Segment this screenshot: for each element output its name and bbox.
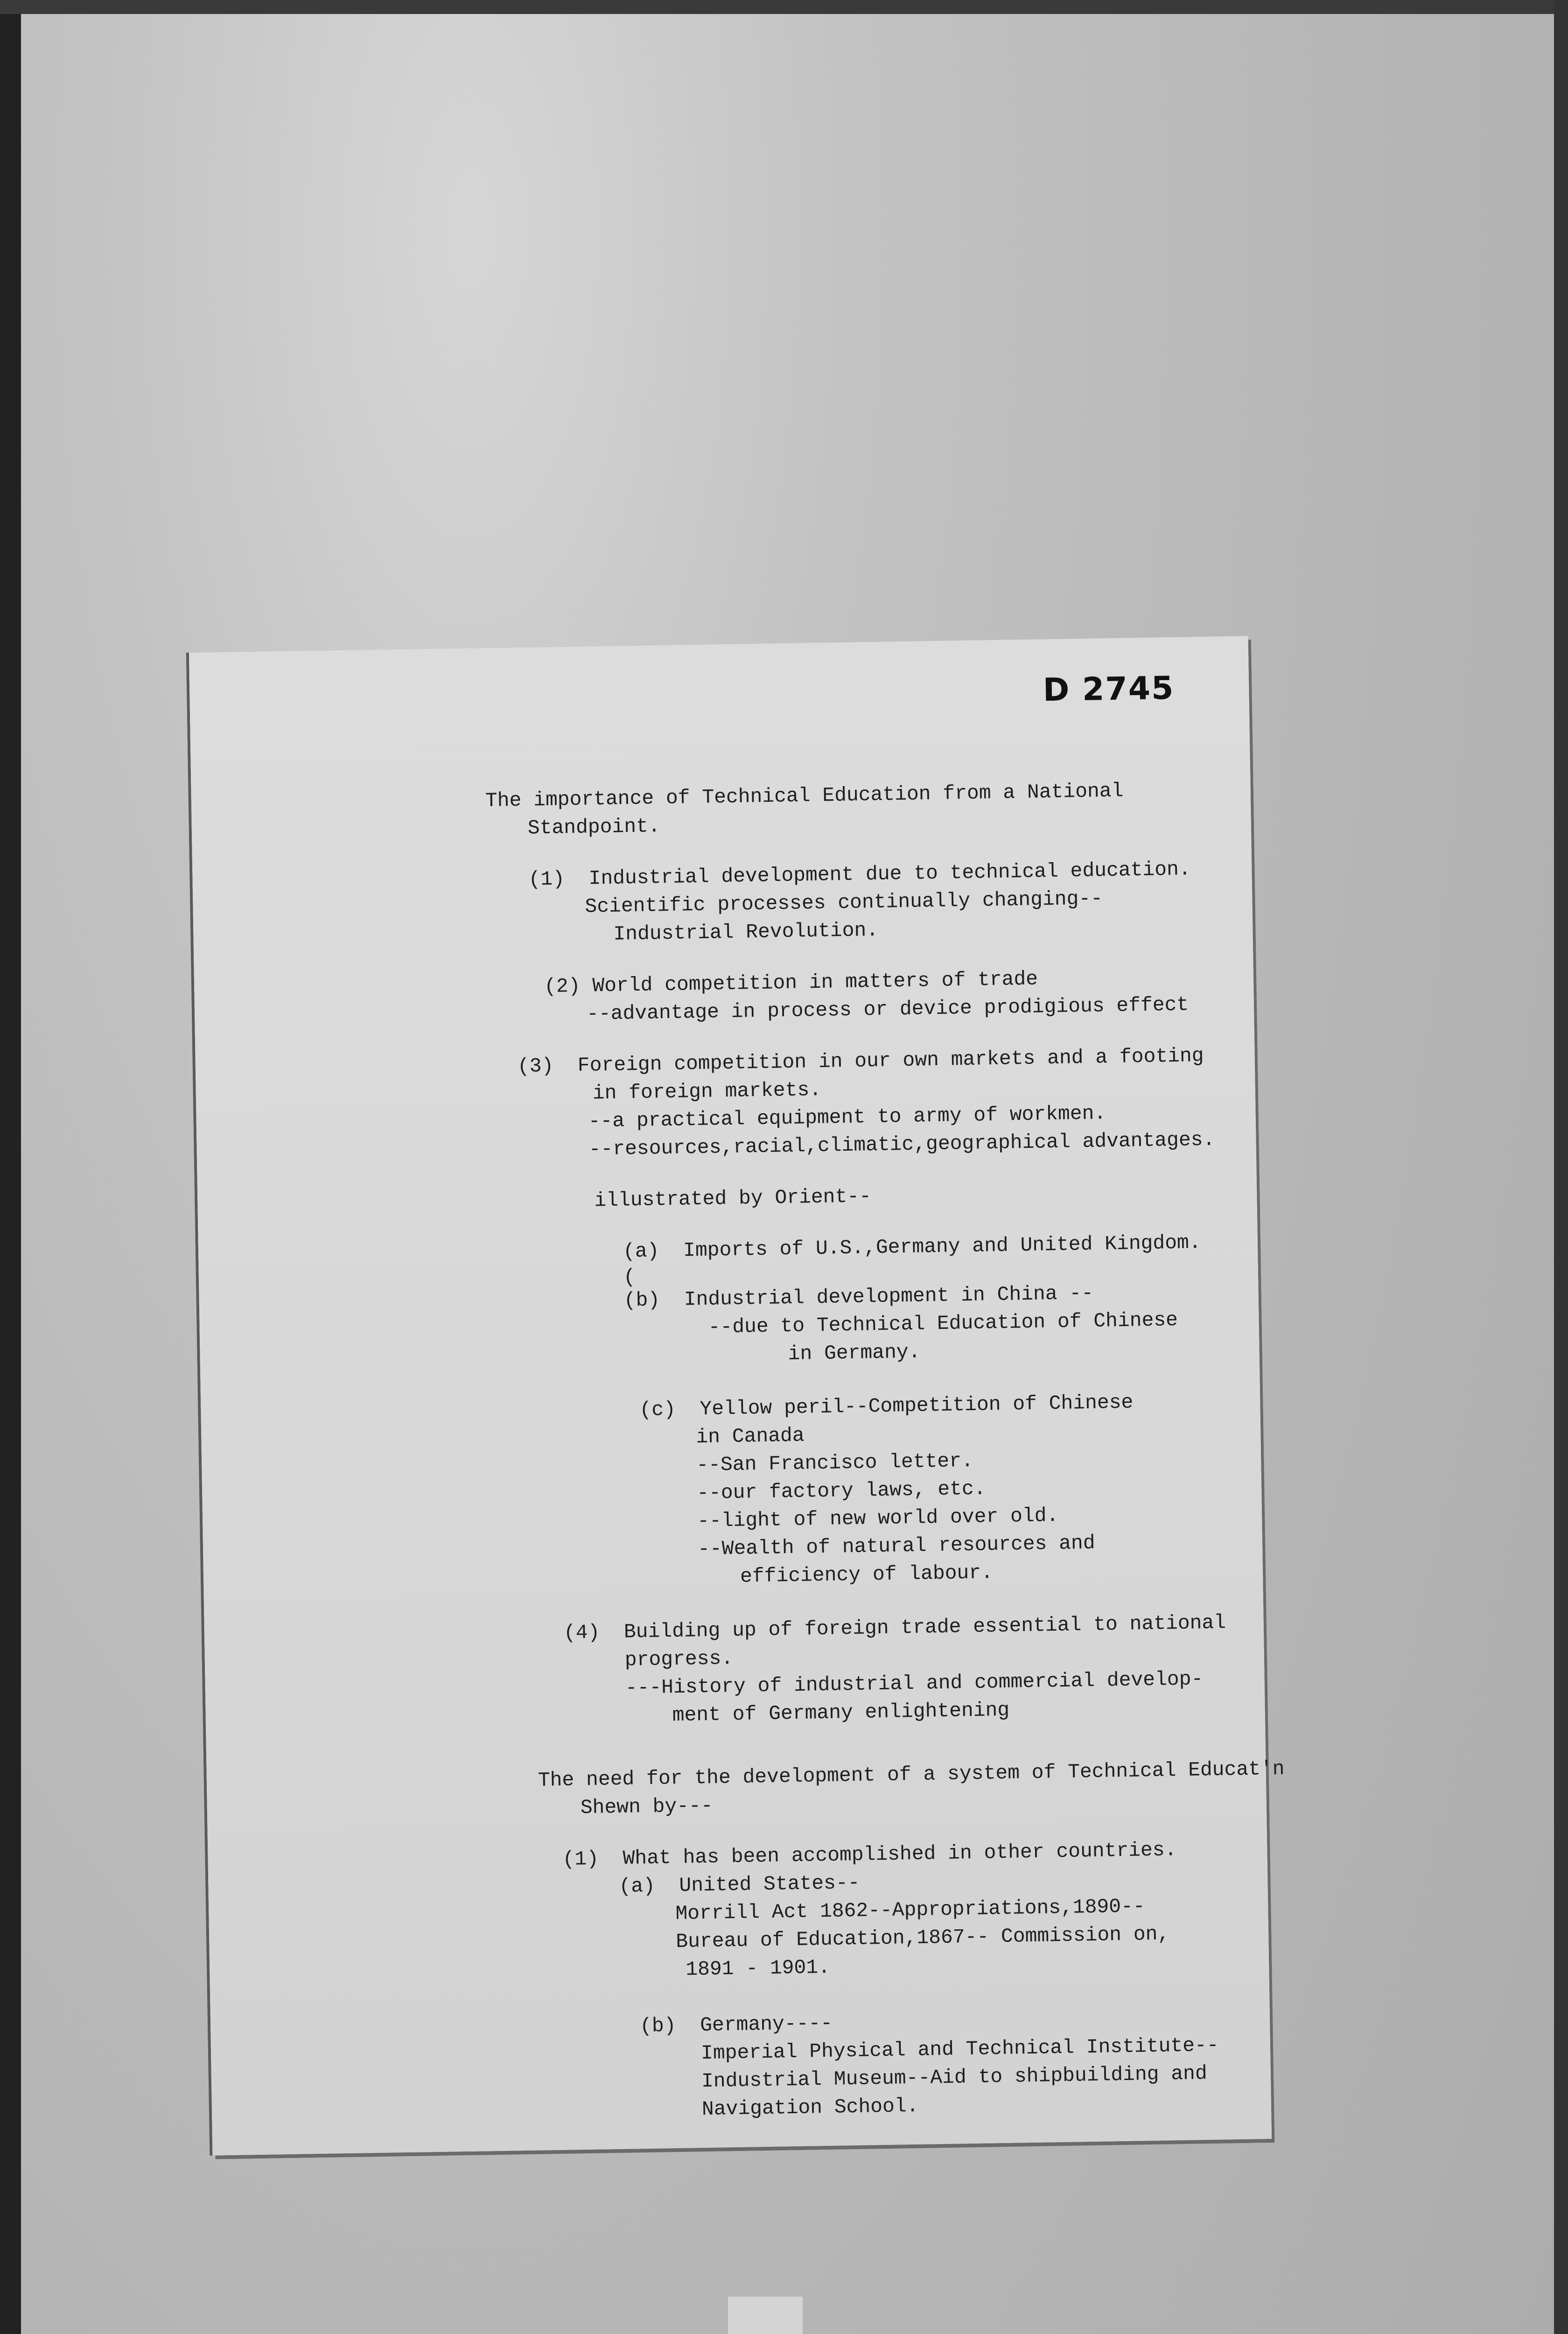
typed-line: --San Francisco letter. <box>696 1449 974 1477</box>
typed-line: --Wealth of natural resources and <box>697 1531 1095 1561</box>
typed-line: Bureau of Education,1867-- Commission on, <box>675 1922 1170 1953</box>
typed-line: --due to Technical Education of Chinese <box>708 1308 1178 1339</box>
typed-line: (b) Industrial development in China -- <box>623 1281 1094 1312</box>
document-number: D 2745 <box>1043 669 1175 709</box>
typed-line: progress. <box>624 1646 734 1672</box>
typed-line: The need for the development of a system of Technical Educat'n <box>538 1757 1285 1792</box>
typed-line: (2) World competition in matters of trade <box>544 967 1038 998</box>
typed-line: --advantage in process or device prodigious effect <box>586 993 1189 1026</box>
film-border-left <box>0 0 21 2334</box>
typed-line: --light of new world over old. <box>697 1504 1059 1533</box>
typed-line: (c) Yellow peril--Competition of Chinese <box>639 1391 1134 1422</box>
typed-line: Shewn by--- <box>580 1794 714 1820</box>
typed-line: (3) Foreign competition in our own markets and a footing <box>517 1044 1204 1078</box>
typed-line: (b) Germany---- <box>639 2011 833 2038</box>
typed-line: Industrial Museum--Aid to shipbuilding and <box>701 2062 1208 2093</box>
typed-line: Morrill Act 1862--Appropriations,1890-- <box>675 1895 1146 1925</box>
typed-line: (1) Industrial development due to technical education. <box>528 858 1191 891</box>
typed-line: ---History of industrial and commercial develop- <box>625 1667 1204 1700</box>
typed-line: Imperial Physical and Technical Institute-- <box>700 2033 1219 2065</box>
typed-line: Standpoint. <box>527 815 661 840</box>
typed-line: ( <box>623 1265 636 1289</box>
typed-line: efficiency of labour. <box>740 1561 994 1588</box>
film-border-top <box>0 0 1568 14</box>
typed-line: ment of Germany enlightening <box>672 1698 1010 1727</box>
typed-line: 1891 - 1901. <box>685 1955 831 1981</box>
typed-line: --a practical equipment to army of workmen. <box>588 1102 1106 1133</box>
typed-line: (1) What has been accomplished in other countries. <box>562 1838 1177 1871</box>
typed-line: --resources,racial,climatic,geographical advantages. <box>588 1128 1215 1161</box>
typed-line: --our factory laws, etc. <box>696 1477 986 1505</box>
typed-document-sheet <box>189 636 1285 2155</box>
typed-line: (4) Building up of foreign trade essential to national <box>563 1611 1226 1645</box>
typed-line: (a) United States-- <box>619 1871 860 1898</box>
typed-line: The importance of Technical Education from a National <box>485 779 1124 813</box>
typed-line: Navigation School. <box>701 2094 919 2121</box>
typed-line: (a) Imports of U.S.,Germany and United Kingdom. <box>623 1231 1201 1263</box>
typed-line: Scientific processes continually changing-- <box>585 887 1103 918</box>
typed-line: Industrial Revolution. <box>613 918 879 946</box>
typed-line: in Germany. <box>788 1340 921 1366</box>
typed-line: in foreign markets. <box>592 1078 822 1105</box>
typed-line: illustrated by Orient-- <box>594 1185 872 1212</box>
card-tab <box>728 2297 803 2334</box>
film-border-right <box>1554 0 1568 2334</box>
typed-line: in Canada <box>695 1424 805 1449</box>
